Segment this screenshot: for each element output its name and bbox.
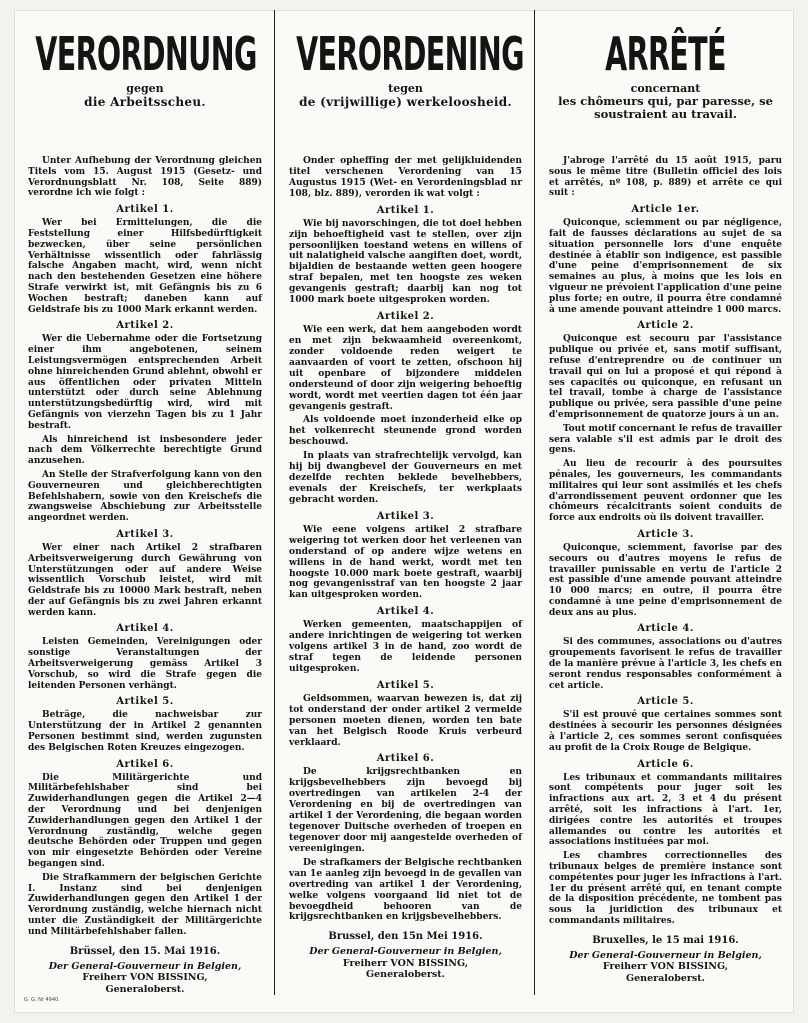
article-paragraph: Geldsommen, waarvan bewezen is, dat zij tot onderstand der onder artikel 2 vermelde personen moeten dienen, worden ten bate van het Belgisch Roode Kruis verbeurd verklaard. — [289, 692, 522, 748]
article-heading: Artikel 5. — [116, 696, 174, 708]
signature-block — [289, 946, 522, 981]
article-paragraph: Die Strafkammern der belgischen Gerichte I. Instanz sind bei denjenigen Zuwiderhandlungen gegen den Artikel 1 der Verordnung zuständig, welche hiernach nicht unter die Zuständigkeit der Militärgerichte und Militärbefehlshaber fallen. — [28, 872, 262, 937]
article-heading: Article 6. — [637, 758, 694, 770]
dutch-header — [289, 28, 522, 156]
signature-rank: Generaloberst. — [626, 972, 705, 984]
article-paragraph: De krijgsrechtbanken en krijgsbevelhebbers zijn bevoegd bij overtredingen van artikelen 2-4 der Verordening en bij de overtredingen van artikel 1 der Verordening, die begaan worden tegenover Duitsche overheden of troepen en tegenover door mij aangestelde overheden of vereenigingen. — [289, 766, 522, 854]
article-paragraph: Die Militärgerichte und Militärbefehlshaber sind bei Zuwiderhandlungen gegen die Artikel 2—4 der Verordnung und bei denjenigen Zuwiderhandlungen gegen den Artikel 1 der Verordnung zuständig, welche gegen deutsche Behörden oder Truppen und gegen von mir eingesetzte Behörden oder Vereine begangen sind. — [28, 772, 262, 870]
article-paragraph: Quiconque, sciemment, favorise par des secours ou d'autres moyens le refus de travailler punissable en vertu de l'article 2 est passible d'une amende pouvant atteindre 10 000 marcs; en outre, il pourra être condamné à une peine d'emprisonnement de deux ans au plus. — [549, 542, 782, 618]
article-paragraph: Tout motif concernant le refus de travailler sera valable s'il est admis par le droit des gens. — [549, 423, 782, 456]
article-heading: Artikel 1. — [116, 204, 174, 216]
french-header — [549, 28, 782, 156]
date-line: Brussel, den 15n Mei 1916. — [328, 931, 483, 943]
signature-name: Freiherr VON BISSING, — [602, 961, 729, 973]
article-heading: Artikel 3. — [376, 510, 435, 522]
signature-title: Der General-Gouverneur in Belgien, — [48, 960, 242, 972]
intro-paragraph: Unter Aufhebung der Verordnung gleichen Titels vom 15. August 1915 (Gesetz- und Verordnungsblatt Nr. 108, Seite 889) verordne ich wie folgt : — [28, 156, 262, 199]
article-heading: Article 4. — [637, 623, 694, 635]
dutch-subtitle: de (vrijwillige) werkeloosheid. — [299, 95, 512, 109]
columns — [14, 10, 794, 995]
article-paragraph: Wie een werk, dat hem aangeboden wordt en met zijn bekwaamheid overeenkomt, zonder voldoende reden weigert te aanvaarden of voort te zetten, ofschoon hij uit openbare of bijzondere middelen ondersteund of door zijn weigering behoeftig wordt, wordt met veertien dagen tot één jaar gevangenis gestraft. — [289, 324, 522, 412]
date-line: Brüssel, den 15. Mai 1916. — [69, 945, 221, 957]
german-subtitle-small: gegen — [126, 82, 164, 95]
article-heading: Artikel 3. — [116, 528, 174, 540]
article-paragraph: Beträge, die nachweisbar zur Unterstützung der in Artikel 2 genannten Personen bestimmt sind, werden zugunsten des Belgischen Roten Kreuzes eingezogen. — [28, 710, 262, 753]
article-paragraph: Als voldoende moet inzonderheid elke op het volkenrecht steunende grond worden beschouwd. — [289, 414, 522, 448]
article-paragraph: Les chambres correctionnelles des tribunaux belges de première instance sont compétentes pour juger les infractions à l'art. 1er du présent arrêté qui, en tenant compte de la disposition précédente, ne tombent pas sous la juridiction des tribunaux et commandants militaires. — [549, 851, 782, 927]
article-paragraph: An Stelle der Strafverfolgung kann von den Gouverneuren und gleichberechtigten Befehlshabern, sowie von den Kreischefs die zwangsweise Abschiebung zur Arbeitsstelle angeordnet werden. — [28, 469, 262, 524]
dutch-subtitle-small: tegen — [388, 82, 423, 95]
signature-block — [28, 961, 262, 995]
article-paragraph: De strafkamers der Belgische rechtbanken van 1e aanleg zijn bevoegd in de gevallen van overtreding van artikel 1 der Verordening, welke volgens voorgaand lid niet tot de bevoegdheid behooren van de krijgsrechtbanken en krijgsbevelhebbers. — [289, 856, 522, 923]
article-heading: Artikel 4. — [116, 623, 174, 635]
date-line: Bruxelles, le 15 mai 1916. — [592, 934, 739, 946]
article-heading: Artikel 2. — [376, 311, 435, 323]
signature-rank: Generaloberst. — [366, 969, 445, 981]
german-subtitle: die Arbeitsscheu. — [84, 95, 206, 109]
article-heading: Artikel 1. — [376, 204, 435, 216]
article-heading: Artikel 5. — [376, 679, 435, 691]
article-heading: Artikel 6. — [116, 758, 174, 770]
article-paragraph: Wer die Uebernahme oder die Fortsetzung einer ihm angebotenen, seinem Leistungsvermögen entsprechenden Arbeit ohne hinreichenden Grund ablehnt, obwohl er aus öffentlichen oder privaten Mitteln unterstützt oder durch seine Ablehnung unterstützungsbedürftig wird, wird mit Gefängnis von vierzehn Tagen bis zu 1 Jahr bestraft. — [28, 334, 262, 431]
article-paragraph: Werken gemeenten, maatschappijen of andere inrichtingen de weigering tot werken volgens artikel 3 in de hand, zoo wordt de straf tegen de leidende personen uitgesproken. — [289, 619, 522, 674]
article-heading: Artikel 2. — [116, 320, 174, 332]
poster — [14, 10, 794, 1013]
dutch-title: VERORDENING — [296, 27, 524, 81]
article-heading: Article 1er. — [631, 204, 700, 216]
signature-name: Freiherr VON BISSING, — [82, 972, 208, 984]
french-title: ARRÊTÉ — [605, 27, 726, 81]
signature-rank: Generaloberst. — [105, 983, 185, 995]
german-header — [28, 28, 262, 156]
article-paragraph: Als hinreichend ist insbesondere jeder nach dem Völkerrechte berechtigte Grund anzusehen. — [28, 434, 262, 467]
printer-mark: G. G. Nr 4940. — [24, 997, 60, 1003]
article-paragraph: Au lieu de recourir à des poursuites pénales, les gouverneurs, les commandants militaires qui leur sont assimilés et les chefs d'arrondissement peuvent ordonner que les chômeurs récalcitrants soient conduits de force aux endroits où ils doivent travailler. — [549, 459, 782, 524]
intro-paragraph: J'abroge l'arrêté du 15 août 1915, paru sous le même titre (Bulletin officiel des lois et arrêtés, nº 108, p. 889) et arrête ce qui suit : — [549, 156, 782, 199]
article-heading: Article 5. — [637, 696, 694, 708]
article-heading: Article 2. — [637, 320, 694, 332]
german-body — [28, 156, 262, 995]
article-heading: Article 3. — [637, 528, 694, 540]
article-paragraph: Quiconque est secouru par l'assistance publique ou privée et, sans motif suffisant, refuse d'entreprendre ou de continuer un travail qui on lui a proposé et qui répond à ses capacités ou quiconque, en refusant un tel travail, tombe à charge de l'assistance publique ou privée, sera passible d'une peine d'emprisonnement de quatorze jours à un an. — [549, 334, 782, 420]
dutch-body — [289, 156, 522, 981]
german-title: VERORDNUNG — [35, 27, 257, 81]
french-body — [549, 156, 782, 984]
french-subtitle: les chômeurs qui, par paresse, se soustraient au travail. — [558, 94, 773, 121]
article-paragraph: Quiconque, sciemment ou par négligence, fait de fausses déclarations au sujet de sa situation personnelle lors d'une enquête destinée à établir son indigence, est passible d'une peine d'emprisonnement de six semaines au plus, à moins que les lois en vigueur ne prévoient l'application d'une peine plus forte; en outre, il pourra être condamné à une amende pouvant atteindre 1 000 marcs. — [549, 218, 782, 315]
article-paragraph: Wie eene volgens artikel 2 strafbare weigering tot werken door het verleenen van onderstand of op andere wijze wetens en willens in de hand werkt, wordt met ten hoogste 10.000 mark boete gestraft, waarbij nog gevangenisstraf van ten hoogste 2 jaar kan uitgesproken worden. — [289, 523, 522, 601]
dutch-column — [274, 10, 534, 995]
article-heading: Artikel 6. — [376, 753, 435, 765]
intro-paragraph: Onder opheffing der met gelijkluidenden titel verschenen Verordening van 15 Augustus 1915 (Wet- en Verordeningsblad nr 108, blz. 889), verorden ik wat volgt : — [289, 155, 522, 199]
signature-title: Der General-Gouverneur in Belgien, — [569, 949, 762, 961]
french-subtitle-small: concernant — [630, 82, 701, 95]
article-paragraph: Wer einer nach Artikel 2 strafbaren Arbeitsverweigerung durch Gewährung von Unterstützungen oder auf andere Weise wissentlich Vorschub leistet, wird mit Geldstrafe bis zu 10000 Mark bestraft, neben der auf Gefängnis bis zu zwei Jahren erkannt werden kann. — [28, 542, 262, 618]
article-paragraph: Wie bij navorschingen, die tot doel hebben zijn behoeftigheid vast te stellen, over zijn persoonlijken toestand wetens en willens of uit nalatigheid valsche aangiften doet, wordt, bijaldien de bestaande wetten geen hoogere straf bepalen, met ten hoogste zes weken gevangenis gestraft; daarbij kan nog tot 1000 mark boete uitgesproken worden. — [289, 217, 522, 306]
french-column — [534, 10, 794, 995]
signature-title: Der General-Gouverneur in Belgien, — [309, 946, 502, 958]
german-column — [14, 10, 274, 995]
signature-name: Freiherr VON BISSING, — [342, 957, 469, 969]
article-paragraph: In plaats van strafrechtelijk vervolgd, kan hij bij dwangbevel der Gouverneurs en met dezelfde rechten beklede bevelhebbers, evenals der Kreischefs, ter werkplaats gebracht worden. — [289, 450, 522, 505]
article-paragraph: S'il est prouvé que certaines sommes sont destinées à secourir les personnes désignées à l'article 2, ces sommes seront confisquées au profit de la Croix Rouge de Belgique. — [549, 710, 782, 753]
signature-block — [549, 950, 782, 985]
article-paragraph: Wer bei Ermittelungen, die die Feststellung einer Hilfsbedürftigkeit bezwecken, über seine persönlichen Verhältnisse wissentlich oder fahrlässig falsche Angaben macht, wird, wenn nicht nach den bestehenden Gesetzen eine höhere Strafe verwirkt ist, mit Gefängnis bis zu 6 Wochen bestraft; daneben kann auf Geldstrafe bis zu 1000 Mark erkannt werden. — [28, 218, 262, 315]
article-paragraph: Les tribunaux et commandants militaires sont compétents pour juger soit les infractions aux art. 2, 3 et 4 du présent arrêté, soit les infractions à l'art. 1er, dirigées contre les autorités et troupes allemandes ou contre les autorités et associations instituées par moi. — [549, 772, 782, 848]
article-paragraph: Leisten Gemeinden, Vereinigungen oder sonstige Veranstaltungen der Arbeitsverweigerung gemäss Artikel 3 Vorschub, so wird die Strafe gegen die leitenden Personen verhängt. — [28, 637, 262, 691]
article-heading: Artikel 4. — [376, 606, 435, 618]
article-paragraph: Si des communes, associations ou d'autres groupements favorisent le refus de travailler de la manière prévue à l'article 3, les chefs en seront rendus responsables conformément à cet article. — [549, 637, 782, 691]
